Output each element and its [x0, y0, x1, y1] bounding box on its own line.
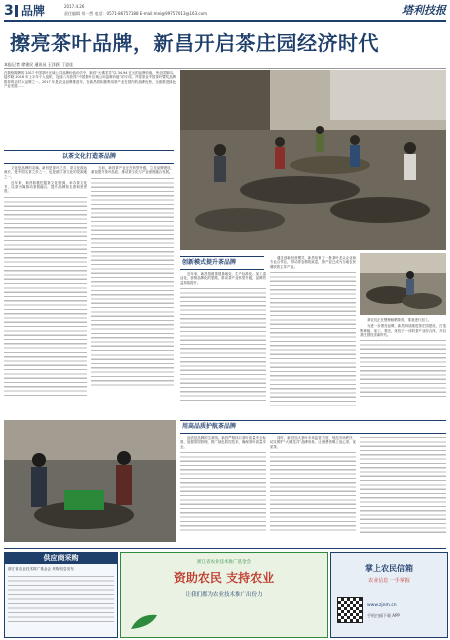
mid-subtitle: 创新模式提升茶品牌 — [182, 259, 237, 266]
ad-mailbox-sub: 农业信息 一手掌握 — [368, 578, 410, 584]
mid-subtitle-box — [180, 256, 264, 270]
bottom-para-1: 品质是品牌的生命线。新昌严格执行茶叶质量安全标准，加强茶园管理，推广绿色防控技术，确保茶叶质量安全。 — [180, 436, 266, 449]
leaf-icon — [129, 611, 159, 631]
right-para-2: 为进一步擦亮品牌，新昌持续推进茶庄园建设，打造集种植、加工、观光、体验于一体的茶产业综合体，开启茶庄园经济新时代。 — [360, 324, 446, 337]
editor-meta: 责任编辑 刘一然 电话：0571-86757188 E-mail:mei@99757013@163.com — [64, 11, 207, 16]
left-para-3: 当前，新昌茶产业正在转型升级，立足品牌建设，重视提升茶叶品质，推动茶文化与产业深度融合发展。 — [91, 166, 174, 175]
filler-text — [180, 287, 266, 402]
ad-mailbox-title: 掌上农民信箱 — [365, 564, 413, 573]
bottom-col-c — [360, 436, 446, 542]
right-para-1: 茶农们正在整理晾晒茶青，准备进行加工。 — [367, 318, 432, 322]
ad-mailbox-url[interactable]: www.zjnm.cn — [367, 603, 397, 608]
headline: 擦亮茶叶品牌，新昌开启茶庄园经济时代 — [10, 31, 379, 55]
masthead — [4, 3, 446, 19]
bottom-subtitle-box — [180, 420, 446, 434]
tea-workers-photo — [4, 420, 176, 542]
bottom-subtitle: 用高品质护航茶品牌 — [182, 423, 237, 430]
left-subtitle: 以茶文化打造茶品牌 — [61, 153, 116, 160]
filler-text — [180, 451, 266, 531]
filler-text — [360, 339, 446, 399]
section-title: 品牌 — [21, 4, 46, 18]
filler-text — [4, 196, 87, 396]
byline: 本报记者 徐建民 通讯员 王洋跃 丁思佳 — [4, 62, 74, 67]
headline-rule — [4, 68, 446, 69]
masthead-rule — [4, 20, 446, 22]
filler-text — [270, 451, 356, 531]
paper-name: 塔利技报 — [402, 4, 446, 17]
ad-supplier — [4, 552, 118, 638]
mid-col-b — [270, 256, 356, 417]
ad-supplier-title: 供应商采购 — [5, 553, 117, 564]
lead-photo — [180, 70, 446, 250]
left-subtitle-box — [4, 150, 174, 164]
left-col-b — [91, 166, 174, 418]
footer-rule — [4, 548, 446, 549]
ad-foundation-sub: 让我们都为农业技术推广出份力 — [185, 592, 263, 598]
qr-code-icon[interactable] — [337, 597, 363, 623]
bottom-col-a — [180, 436, 266, 542]
filler-text — [360, 436, 446, 536]
right-photo — [360, 253, 446, 315]
mid-col-a — [180, 272, 266, 417]
left-col-a — [4, 166, 87, 418]
right-col — [360, 318, 446, 417]
ad-foundation — [120, 552, 328, 638]
bottom-para-2: 同时，新昌加大茶叶市场监管力度，规范市场秩序，切实维护“大佛龙井”品牌形象，让消费者喝上放心茶、优质茶。 — [270, 436, 356, 449]
filler-text — [91, 177, 174, 387]
mid-para-2: 通过创新经营模式，新昌培育了一批茶叶龙头企业和专业合作社，带动茶农增收致富，茶产业已成为当地农民增收的主导产业。 — [270, 256, 356, 269]
ad-mailbox — [330, 552, 448, 638]
issue-date: 2017.4.26 — [64, 4, 85, 9]
left-para-1: 文化是品牌的灵魂。新昌是茶叶之乡，茶文化源远流长，是中国名茶之乡之一，也是浙江茶文化的发源地之一。 — [4, 166, 87, 179]
ad-supplier-text: 浙江省农业技术推广基金会 采购信息发布 — [8, 567, 74, 571]
ad-foundation-slogan: 资助农民 支持农业 — [173, 571, 275, 585]
ad-mailbox-note: 手机扫描下载 APP — [367, 613, 400, 618]
mid-para-1: 近年来，新昌按照茶园基地化、生产标准化、加工清洁化、营销品牌化的思路，推动茶产业转型升级，品牌效益持续提升。 — [180, 272, 266, 285]
ad-foundation-org: 浙江省农业技术推广基金会 — [197, 560, 251, 565]
filler-text — [270, 271, 356, 406]
lower-photo — [4, 420, 176, 542]
tea-drying-photo — [360, 253, 446, 315]
bottom-col-b — [270, 436, 356, 542]
left-para-2: 近年来，新昌积极挖掘茶文化资源，举办茶文化节，以茶为媒推动茶旅融合，提升品牌知名度和美誉度。 — [4, 180, 87, 194]
lead-paragraph: 在我校揭牌的 2017 中国茶叶区域公共品牌价值评估中，新昌“大佛龙井”以 34.94 亿元的品牌价值，列全国第四。陆亭晓 2016 年上半年个人组织，连续八年获得“中国茶叶区域公用品牌价值”的专项。并将茶业中国茶叶暨奖品牌推荐的农村大品牌之一。2017 年是农业品牌推进年，在新昌将积极利用茶产业在国内的品牌优势，全面推进绿色产业发展…… — [4, 71, 176, 88]
section-bar — [15, 5, 18, 17]
page-number: 3 — [4, 3, 14, 19]
filler-text — [8, 575, 114, 625]
tea-festival-photo — [180, 70, 446, 250]
